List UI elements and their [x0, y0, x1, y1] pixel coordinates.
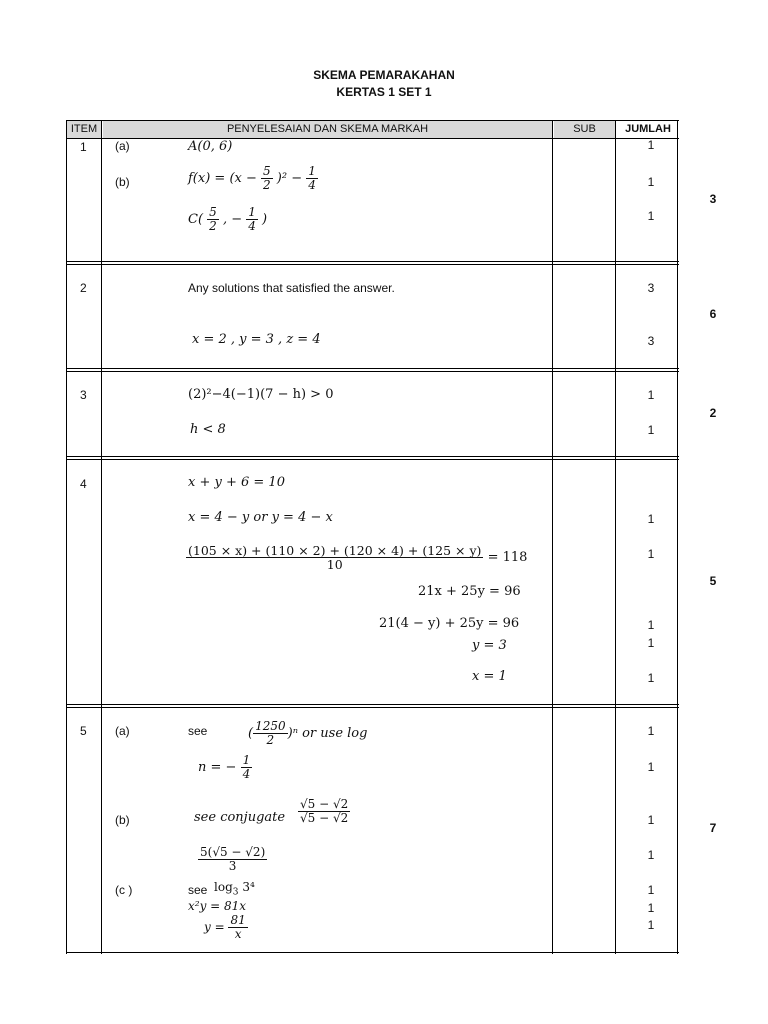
sub-mark: 1 — [647, 636, 655, 650]
item-number: 3 — [80, 388, 87, 402]
row-divider — [66, 459, 679, 460]
sub-mark: 1 — [647, 671, 655, 685]
item-number: 5 — [80, 724, 87, 738]
total-mark: 5 — [709, 574, 717, 588]
column-divider — [615, 120, 616, 954]
total-mark: 6 — [709, 307, 717, 321]
header-sub: SUB — [554, 121, 615, 138]
answer-line: x = 2 , y = 3 , z = 4 — [192, 332, 321, 347]
item-number: 1 — [80, 140, 87, 154]
column-divider — [101, 120, 102, 954]
table-border-right — [677, 120, 678, 954]
document-subtitle: KERTAS 1 SET 1 — [336, 85, 432, 99]
header-solution: PENYELESAIAN DAN SKEMA MARKAH — [103, 121, 552, 138]
sub-mark: 1 — [647, 918, 655, 932]
part-label: (a) — [115, 724, 130, 738]
answer-line: ( $\frac{1250}{2}$ )ⁿ or use log — [248, 719, 368, 747]
row-divider — [66, 368, 679, 369]
sub-mark: 1 — [647, 388, 655, 402]
answer-line: h < 8 — [190, 422, 226, 437]
sub-mark: 1 — [647, 138, 655, 152]
table-border-bottom — [66, 952, 679, 953]
row-divider — [66, 707, 679, 708]
table-border-top — [66, 120, 679, 121]
sub-mark: 3 — [647, 334, 655, 348]
answer-line: 21x + 25y = 96 — [418, 584, 521, 599]
part-label: (b) — [115, 175, 130, 189]
sub-mark: 1 — [647, 883, 655, 897]
total-mark: 3 — [709, 192, 717, 206]
answer-line: x + y + 6 = 10 — [188, 475, 285, 490]
see-label: see — [188, 883, 208, 897]
answer-line: x = 4 − y or y = 4 − x — [188, 510, 333, 525]
total-mark: 7 — [709, 821, 717, 835]
answer-line: y = $\frac{81}{x}$ — [204, 913, 246, 941]
answer-line: x²y = 81x — [188, 899, 247, 913]
sub-mark: 1 — [647, 724, 655, 738]
part-label: (c ) — [115, 883, 133, 897]
sub-mark: 1 — [647, 618, 655, 632]
answer-line: C( $\frac{5}{2}$ , − $\frac{1}{4}$ ) — [188, 205, 268, 233]
marking-scheme-table — [66, 120, 717, 954]
item-number: 4 — [80, 477, 87, 491]
header-divider — [66, 138, 679, 139]
sub-mark: 1 — [647, 209, 655, 223]
answer-line: $\frac{(105 \times x) + (110 \times 2) + (120 \times 4) + (125 \times y)}{10}$ = 118 — [188, 543, 528, 572]
sub-mark: 1 — [647, 760, 655, 774]
row-divider — [66, 261, 679, 262]
document-title: SKEMA PEMARAKAHAN — [313, 68, 455, 82]
answer-line: n = − $\frac{1}{4}$ — [198, 753, 251, 781]
row-divider — [66, 371, 679, 372]
answer-line: $\frac{√5 - √2}{√5 - √2}$ — [300, 797, 349, 825]
answer-line: f(x) = (x − $\frac{5}{2}$ )² − $\frac{1}{4}$ — [188, 164, 316, 192]
see-label: see — [188, 724, 208, 738]
row-divider — [66, 456, 679, 457]
answer-line: 21(4 − y) + 25y = 96 — [379, 616, 520, 631]
item-number: 2 — [80, 281, 87, 295]
answer-line: (2)²−4(−1)(7 − h) > 0 — [188, 387, 334, 402]
answer-line: A(0, 6) — [188, 139, 233, 154]
sub-mark: 1 — [647, 175, 655, 189]
row-divider — [66, 264, 679, 265]
answer-line: see conjugate — [194, 810, 286, 825]
sub-mark: 1 — [647, 848, 655, 862]
answer-line: $\frac{5(√5 - √2)}{3}$ — [200, 845, 266, 873]
part-label: (b) — [115, 813, 130, 827]
part-label: (a) — [115, 139, 130, 153]
table-border-left — [66, 120, 67, 954]
sub-mark: 3 — [647, 281, 655, 295]
column-divider — [552, 120, 553, 954]
sub-mark: 1 — [647, 901, 655, 915]
header-jumlah: JUMLAH — [625, 123, 671, 135]
answer-line: y = 3 — [472, 638, 507, 653]
answer-line: Any solutions that satisfied the answer. — [188, 281, 395, 295]
answer-line: $\log_3 3^4$ — [214, 880, 255, 898]
sub-mark: 1 — [647, 547, 655, 561]
sub-mark: 1 — [647, 423, 655, 437]
sub-mark: 1 — [647, 512, 655, 526]
answer-line: x = 1 — [472, 669, 507, 684]
sub-mark: 1 — [647, 813, 655, 827]
total-mark: 2 — [709, 406, 717, 420]
header-item: ITEM — [67, 121, 101, 138]
row-divider — [66, 704, 679, 705]
